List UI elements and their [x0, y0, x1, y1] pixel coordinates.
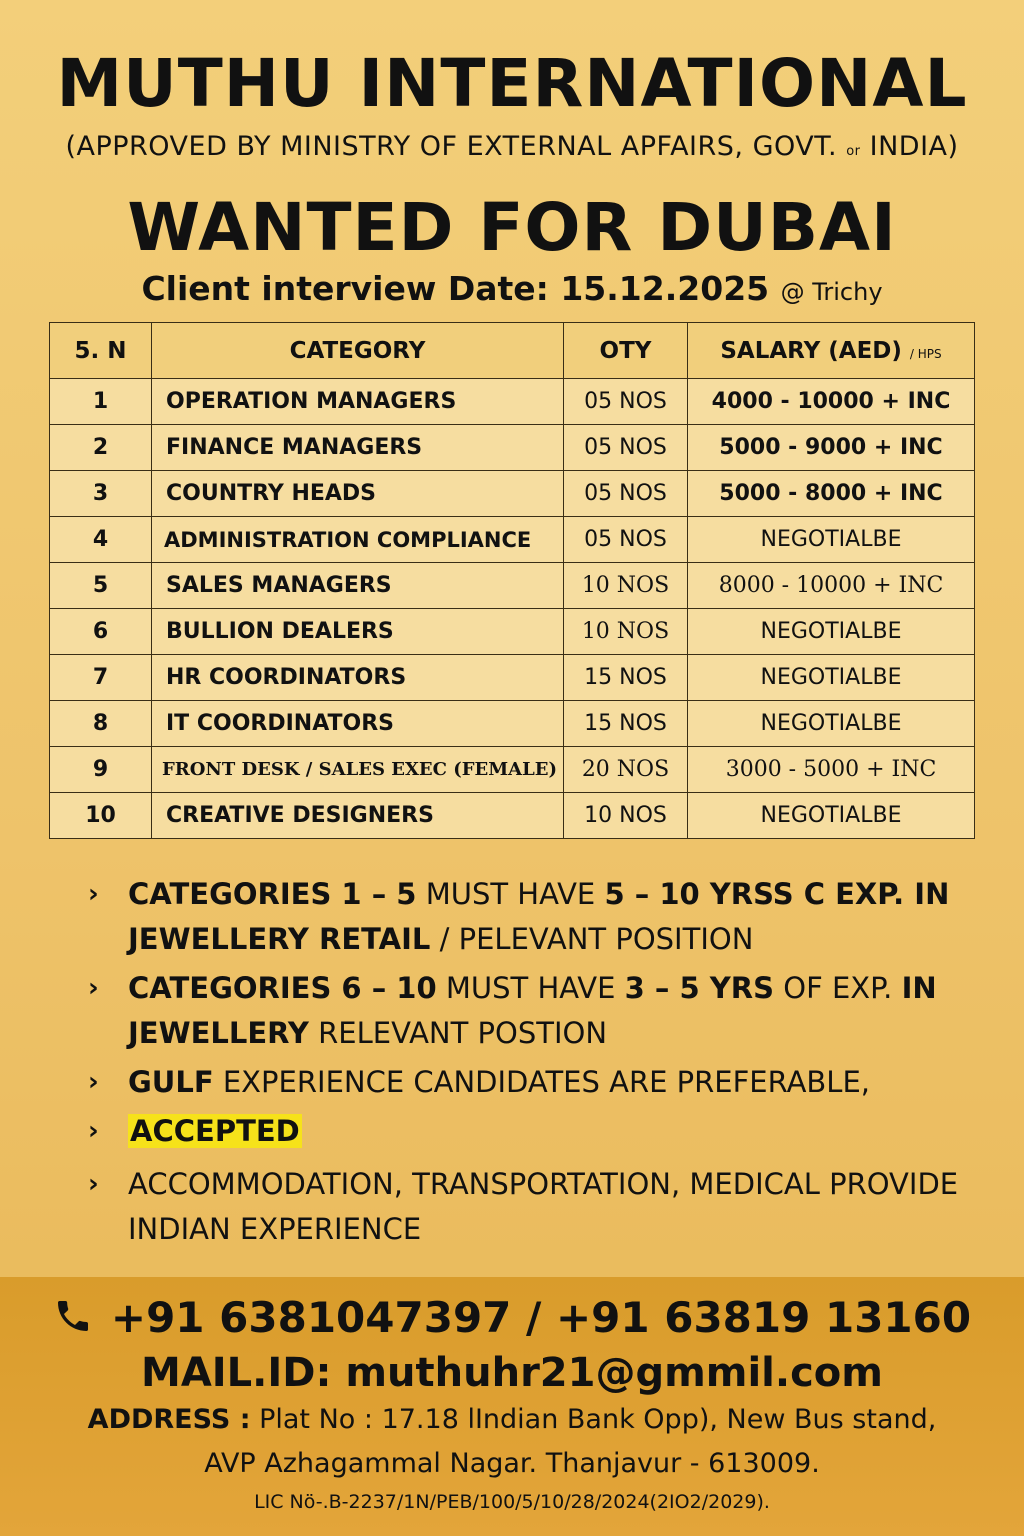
row-qty: 20 NOS: [564, 747, 688, 793]
requirements-list: [88, 872, 968, 1256]
requirement-text: OF EXP.: [774, 971, 902, 1005]
address-text-1: Plat No : 17.18 lIndian Bank Opp), New Bus stand,: [250, 1404, 937, 1435]
row-sn: 6: [50, 609, 152, 655]
approval-note: [0, 130, 1024, 169]
row-qty: 05 NOS: [564, 471, 688, 517]
requirement-item: [88, 872, 968, 962]
chevron-right-icon: ›: [88, 973, 99, 1003]
header-category: CATEGORY: [152, 323, 564, 379]
row-sn: 9: [50, 747, 152, 793]
phone-numbers: [0, 1292, 1024, 1344]
row-category: HR COORDINATORS: [152, 655, 564, 701]
row-sn: 4: [50, 517, 152, 563]
row-qty: 05 NOS: [564, 379, 688, 425]
row-qty: 05 NOS: [564, 517, 688, 563]
row-qty: 15 NOS: [564, 701, 688, 747]
row-category: COUNTRY HEADS: [152, 471, 564, 517]
table-row: [50, 563, 975, 609]
jobs-table: [49, 322, 975, 839]
row-salary: 4000 - 10000 + INC: [688, 379, 975, 425]
requirement-item: [88, 1109, 968, 1154]
requirement-item: [88, 1162, 968, 1252]
requirement-bold: CATEGORIES 6 – 10: [128, 971, 437, 1005]
address-line-1: [0, 1402, 1024, 1438]
row-category: BULLION DEALERS: [152, 609, 564, 655]
row-category: OPERATION MANAGERS: [152, 379, 564, 425]
chevron-right-icon: ›: [88, 1067, 99, 1097]
table-row: [50, 793, 975, 839]
company-name: MUTHU INTERNATIONAL: [56, 45, 968, 122]
interview-location: @ Trichy: [780, 278, 883, 306]
requirement-bold: 5 – 10 YRSS C EXP. IN JEWELLERY RETAIL: [128, 877, 950, 956]
row-sn: 3: [50, 471, 152, 517]
row-salary: NEGOTIALBE: [688, 793, 975, 839]
row-sn: 5: [50, 563, 152, 609]
requirement-bold: IN JEWELLERY: [128, 971, 937, 1050]
row-salary: 5000 - 9000 + INC: [688, 425, 975, 471]
requirement-text: EXPERIENCE CANDIDATES ARE PREFERABLE,: [213, 1065, 871, 1099]
row-sn: 10: [50, 793, 152, 839]
license-number: LIC Nö-.B-2237/1N/PEB/100/5/10/28/2024(2IO2/2029).: [254, 1491, 770, 1513]
phone-text: +91 6381047397 / +91 63819 13160: [110, 1293, 972, 1342]
phone-icon: [53, 1296, 93, 1336]
requirement-item: [88, 966, 968, 1056]
requirement-text: / PELEVANT POSITION: [430, 922, 754, 956]
row-category: CREATIVE DESIGNERS: [152, 793, 564, 839]
row-category: FRONT DESK / SALES EXEC (FEMALE): [152, 747, 564, 793]
table-row: [50, 747, 975, 793]
chevron-right-icon: ›: [88, 1169, 99, 1199]
requirement-bold: CATEGORIES 1 – 5: [128, 877, 417, 911]
row-sn: 1: [50, 379, 152, 425]
approval-or: or: [846, 144, 861, 159]
approval-text-a: (APPROVED BY MINISTRY OF EXTERNAL APFAIRS, GOVT.: [65, 131, 838, 162]
row-salary: NEGOTIALBE: [688, 517, 975, 563]
row-category: SALES MANAGERS: [152, 563, 564, 609]
row-qty: 05 NOS: [564, 425, 688, 471]
row-salary: 8000 - 10000 + INC: [688, 563, 975, 609]
row-category: ADMINISTRATION COMPLIANCE: [152, 517, 564, 563]
row-salary: 5000 - 8000 + INC: [688, 471, 975, 517]
address-label: ADDRESS :: [87, 1404, 251, 1435]
email-address: MAIL.ID: muthuhr21@gmmil.com: [141, 1350, 883, 1396]
requirement-text: MUST HAVE: [436, 971, 625, 1005]
table-header-row: [50, 323, 975, 379]
row-qty: 10 NOS: [564, 563, 688, 609]
row-category: FINANCE MANAGERS: [152, 425, 564, 471]
requirement-text: MUST HAVE: [416, 877, 605, 911]
table-row: [50, 379, 975, 425]
table-row: [50, 425, 975, 471]
table-row: [50, 655, 975, 701]
requirement-bold: GULF: [128, 1065, 214, 1099]
header-qty: OTY: [564, 323, 688, 379]
row-qty: 10 NOS: [564, 793, 688, 839]
row-qty: 15 NOS: [564, 655, 688, 701]
address-line-2: AVP Azhagammal Nagar. Thanjavur - 613009.: [204, 1448, 820, 1479]
requirement-text: ACCOMMODATION, TRANSPORTATION, MEDICAL PROVIDE INDIAN EXPERIENCE: [128, 1167, 959, 1246]
header-salary-label: SALARY (AED): [720, 337, 902, 364]
row-salary: NEGOTIALBE: [688, 701, 975, 747]
chevron-right-icon: ›: [88, 879, 99, 909]
header-sn: 5. N: [50, 323, 152, 379]
table-row: [50, 609, 975, 655]
chevron-right-icon: ›: [88, 1116, 99, 1146]
row-salary: 3000 - 5000 + INC: [688, 747, 975, 793]
row-category: IT COORDINATORS: [152, 701, 564, 747]
row-salary: NEGOTIALBE: [688, 655, 975, 701]
requirement-item: [88, 1060, 968, 1105]
table-row: [50, 471, 975, 517]
approval-text-b: INDIA): [869, 131, 959, 162]
row-salary: NEGOTIALBE: [688, 609, 975, 655]
headline: WANTED FOR DUBAI: [127, 189, 897, 266]
row-sn: 2: [50, 425, 152, 471]
row-sn: 8: [50, 701, 152, 747]
header-salary: [688, 323, 975, 379]
header-salary-unit: / HPS: [909, 346, 942, 361]
table-row: [50, 701, 975, 747]
row-qty: 10 NOS: [564, 609, 688, 655]
interview-date: [0, 268, 1024, 313]
accepted-highlight: ACCEPTED: [130, 1114, 300, 1148]
row-sn: 7: [50, 655, 152, 701]
requirement-text: RELEVANT POSTION: [308, 1016, 608, 1050]
interview-text: Client interview Date: 15.12.2025: [141, 269, 770, 308]
requirement-bold: 3 – 5 YRS: [624, 971, 775, 1005]
table-row: [50, 517, 975, 563]
